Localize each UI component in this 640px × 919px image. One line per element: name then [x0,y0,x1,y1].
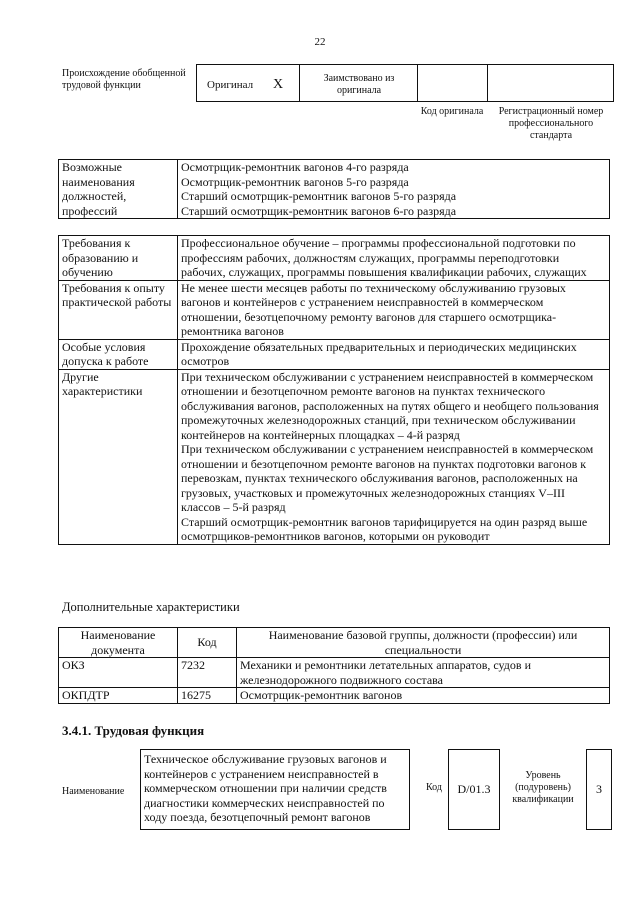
table-row [59,688,610,704]
divider [487,64,488,102]
other-text: При техническом обслуживании с устранением неисправностей в коммерческом отношении и безотцепочном ремонте вагонов на пунктах технического обслуживания вагонов, расположенных на путях общего и необщего пользования промежуточных железнодорожных станций, при техническом обслуживании контейнеров на контейнерных площадках – 4-й разряд При техническом обслуживании с устранением неисправностей в коммерческом отношении и безотцепочном ремонте вагонов на пунктах подготовки вагонов к перевозкам, пунктах технического обслуживания вагонов, расположенных на грузовых, участковых и промежуточных железнодорожных станциях V–III классов – 5-й разряд Старший осмотрщик-ремонтник вагонов тарифицируется на один разряд выше осмотрщиков-ремонтников вагонов, которыми он руководит [178,369,610,544]
code-cell: 7232 [178,658,237,688]
name-cell: Механики и ремонтники летательных аппаратов, судов и железнодорожного подвижного состава [237,658,610,688]
requirements-table [58,235,610,545]
original-mark: X [273,77,284,92]
position-item: Старший осмотрщик-ремонтник вагонов 5-го разряда [181,189,457,203]
section-title: 3.4.1. Трудовая функция [62,723,205,738]
doc-cell: ОКЗ [59,658,178,688]
experience-label: Требования к опыту практической работы [59,280,178,339]
name-label: Наименование [62,786,125,797]
additional-title: Дополнительные характеристики [62,600,240,614]
table-row [59,658,610,688]
position-item: Старший осмотрщик-ремонтник вагонов 6-го разряда [181,203,457,218]
level-label: Уровень (подуровень) квалификации [512,770,574,805]
additional-table [58,627,610,704]
admission-text: Прохождение обязательных предварительных и периодических медицинских осмотров [178,339,610,369]
position-item: Осмотрщик-ремонтник вагонов 4-го разряда [181,160,409,174]
header-document: Наименование документа [59,628,178,658]
experience-text: Не менее шести месяцев работы по техническому обслуживанию грузовых вагонов и контейнеров с устранением неисправностей в коммерческом отношении, безотцепочному ремонту вагонов для старшего осмотрщика-ремонтника вагонов [178,280,610,339]
header-name: Наименование базовой группы, должности (профессии) или специальности [237,628,610,658]
position-item: Осмотрщик-ремонтник вагонов 5-го разряда [181,174,409,189]
admission-label: Особые условия допуска к работе [59,339,178,369]
function-name: Техническое обслуживание грузовых вагонов и контейнеров с устранением неисправностей в коммерческом отношении при наличии средств диагностики коммерческих неисправностей по ходу поезда, безотцепочный ремонт вагонов [140,749,410,830]
code-cell: 16275 [178,688,237,704]
divider [417,64,418,102]
header-code: Код [178,628,237,658]
other-label: Другие характеристики [59,369,178,544]
code-caption: Код оригинала [420,106,484,117]
doc-cell: ОКПДТР [59,688,178,704]
code-label: Код [426,782,442,793]
name-cell: Осмотрщик-ремонтник вагонов [237,688,610,704]
origin-label: Происхождение обобщенной трудовой функции [62,68,186,91]
positions-list [178,160,610,219]
education-label: Требования к образованию и обучению [59,236,178,281]
education-text: Профессиональное обучение – программы профессиональной подготовки по профессиям рабочих, должностям служащих, программы переподготовки рабочих, служащих, программы повышения квалификации рабочих, служащих [178,236,610,281]
page-number: 22 [314,36,326,48]
positions-label: Возможные наименования должностей, профессий [59,160,178,219]
code-value: D/01.3 [448,749,500,830]
level-value: 3 [586,749,612,830]
borrowed-label: Заимствовано из оригинала [323,73,395,96]
positions-table [58,159,610,219]
original-label: Оригинал [207,79,254,91]
origin-box [196,64,614,102]
divider [299,64,300,102]
reg-caption: Регистрационный номер профессионального стандарта [498,106,604,141]
